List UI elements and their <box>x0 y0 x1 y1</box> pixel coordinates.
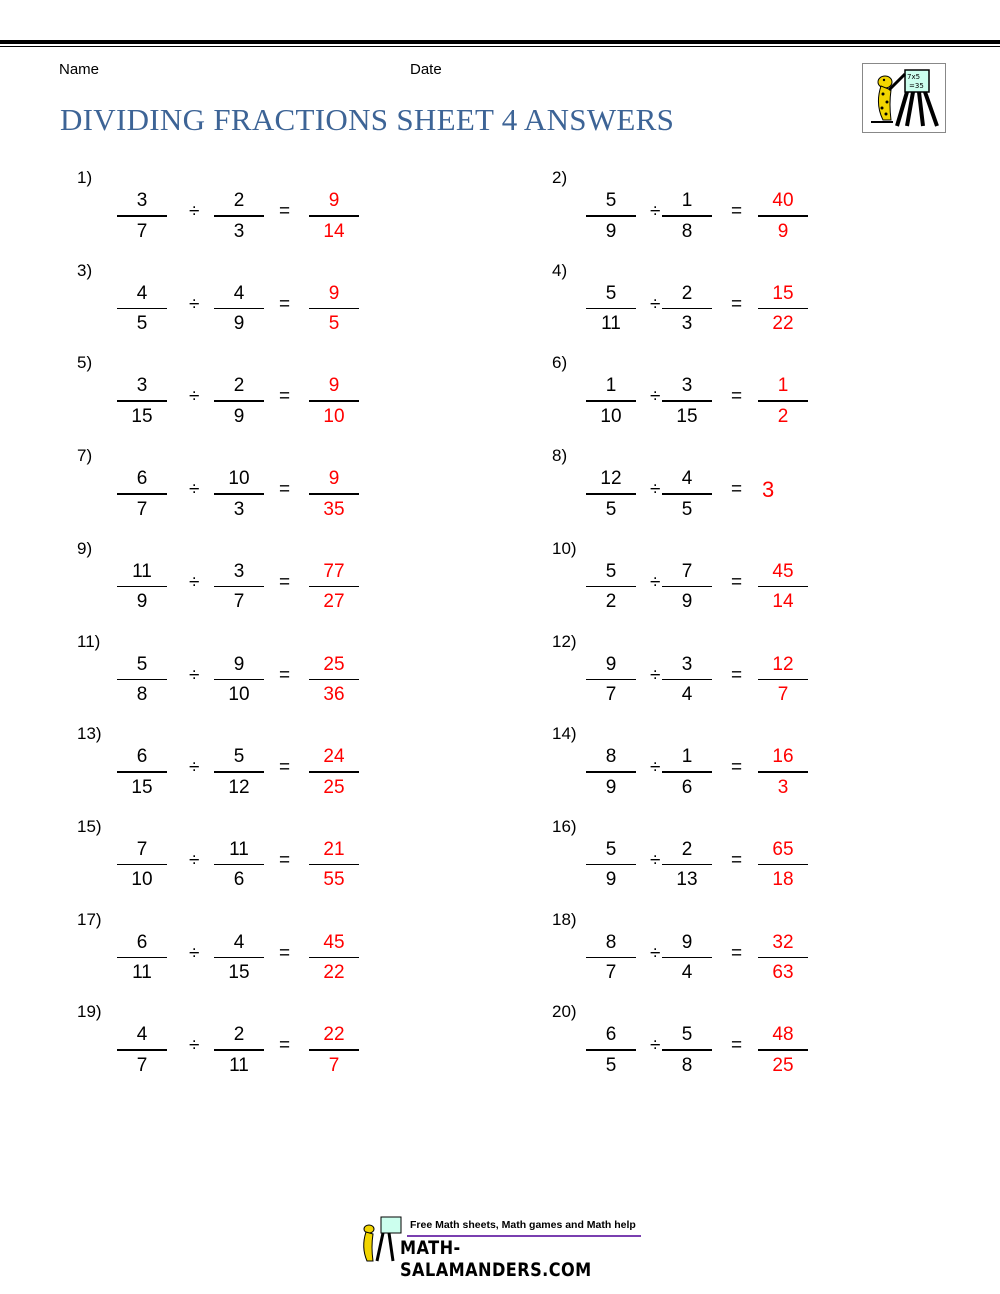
divisor-fraction <box>662 835 712 895</box>
divisor-fraction <box>662 186 712 246</box>
problem-number: 11) <box>77 631 101 651</box>
date-label: Date <box>410 61 442 78</box>
dividend-fraction <box>586 186 636 246</box>
numerator: 45 <box>323 931 345 953</box>
dividend-fraction <box>117 186 167 246</box>
equals-sign: = <box>731 571 743 593</box>
numerator: 12 <box>772 653 794 675</box>
equals-sign: = <box>731 849 743 871</box>
denominator: 12 <box>228 776 250 798</box>
divide-sign: ÷ <box>189 571 200 593</box>
answer-fraction <box>309 835 359 895</box>
equals-sign: = <box>731 664 743 686</box>
equals-sign: = <box>731 293 743 315</box>
denominator: 3 <box>681 313 693 335</box>
denominator: 11 <box>601 313 621 335</box>
numerator: 4 <box>136 1024 148 1046</box>
answer-fraction <box>758 371 808 431</box>
svg-text:7x5: 7x5 <box>907 73 921 81</box>
numerator: 12 <box>600 468 622 490</box>
denominator: 5 <box>328 313 340 335</box>
numerator: 1 <box>777 375 789 397</box>
footer-logo <box>355 1215 645 1281</box>
divide-sign: ÷ <box>650 1035 661 1057</box>
divisor-fraction <box>214 279 264 339</box>
dividend-fraction <box>586 1020 636 1080</box>
denominator: 7 <box>233 591 245 613</box>
numerator: 1 <box>681 746 693 768</box>
top-rule <box>0 40 1000 44</box>
divisor-fraction <box>662 742 712 802</box>
footer-tagline: Free Math sheets, Math games and Math help <box>410 1219 636 1231</box>
denominator: 7 <box>136 498 148 520</box>
denominator: 2 <box>605 591 617 613</box>
dividend-fraction <box>117 650 167 710</box>
divide-sign: ÷ <box>189 293 200 315</box>
problem-number: 9) <box>77 538 93 558</box>
numerator: 6 <box>605 1024 617 1046</box>
equals-sign: = <box>279 479 291 501</box>
problem-number: 19) <box>77 1002 102 1022</box>
problem-5 <box>77 353 497 445</box>
answer-fraction <box>758 186 808 246</box>
problem-19 <box>77 1002 497 1094</box>
dividend-fraction <box>586 650 636 710</box>
denominator: 9 <box>605 220 617 242</box>
numerator: 45 <box>772 560 794 582</box>
problem-8 <box>552 446 972 538</box>
divisor-fraction <box>662 928 712 988</box>
denominator: 5 <box>136 313 148 335</box>
denominator: 25 <box>323 776 345 798</box>
denominator: 63 <box>772 962 794 984</box>
numerator: 4 <box>681 468 693 490</box>
numerator: 5 <box>681 1024 693 1046</box>
problem-number: 6) <box>552 353 568 373</box>
dividend-fraction <box>117 928 167 988</box>
denominator: 9 <box>777 220 789 242</box>
equals-sign: = <box>731 942 743 964</box>
denominator: 5 <box>605 1054 617 1076</box>
denominator: 11 <box>132 962 152 984</box>
numerator: 2 <box>233 375 245 397</box>
problem-11 <box>77 632 497 724</box>
problem-7 <box>77 446 497 538</box>
divisor-fraction <box>214 186 264 246</box>
salamander-teacher-icon <box>863 64 945 132</box>
dividend-fraction <box>117 464 167 524</box>
numerator: 5 <box>136 653 148 675</box>
numerator: 1 <box>605 375 617 397</box>
answer-fraction <box>309 464 359 524</box>
answer-fraction <box>309 371 359 431</box>
dividend-fraction <box>586 371 636 431</box>
equals-sign: = <box>279 664 291 686</box>
numerator: 3 <box>233 560 245 582</box>
problem-number: 14) <box>552 724 577 744</box>
divide-sign: ÷ <box>189 849 200 871</box>
problem-14 <box>552 724 972 816</box>
denominator: 14 <box>772 591 794 613</box>
denominator: 13 <box>676 869 698 891</box>
dividend-fraction <box>117 1020 167 1080</box>
divisor-fraction <box>662 464 712 524</box>
denominator: 36 <box>323 684 345 705</box>
numerator: 4 <box>233 282 245 304</box>
denominator: 4 <box>681 962 693 984</box>
equals-sign: = <box>731 479 743 501</box>
numerator: 5 <box>605 282 617 304</box>
divisor-fraction <box>214 650 264 710</box>
answer-fraction <box>758 742 808 802</box>
answer-fraction <box>758 279 808 339</box>
equals-sign: = <box>279 571 291 593</box>
denominator: 15 <box>131 776 153 798</box>
denominator: 6 <box>233 869 245 891</box>
divide-sign: ÷ <box>189 201 200 222</box>
divide-sign: ÷ <box>189 479 200 501</box>
divisor-fraction <box>214 835 264 895</box>
divide-sign: ÷ <box>650 201 661 222</box>
numerator: 77 <box>323 560 345 582</box>
numerator: 6 <box>136 931 148 953</box>
numerator: 3 <box>136 375 148 397</box>
answer-fraction <box>309 928 359 988</box>
numerator: 9 <box>233 653 245 675</box>
answer-fraction <box>758 928 808 988</box>
equals-sign: = <box>731 386 743 408</box>
problem-number: 1) <box>77 168 93 187</box>
salamander-icon <box>355 1215 405 1265</box>
numerator: 2 <box>681 838 693 860</box>
numerator: 10 <box>228 468 250 490</box>
salamander-logo <box>862 63 946 133</box>
denominator: 8 <box>681 220 693 242</box>
answer-fraction <box>758 557 808 617</box>
divisor-fraction <box>662 1020 712 1080</box>
numerator: 24 <box>323 746 345 768</box>
denominator: 27 <box>323 591 345 613</box>
dividend-fraction <box>117 279 167 339</box>
numerator: 25 <box>323 653 345 675</box>
dividend-fraction <box>586 557 636 617</box>
divide-sign: ÷ <box>650 386 661 408</box>
numerator: 9 <box>605 653 617 675</box>
denominator: 7 <box>605 684 617 705</box>
dividend-fraction <box>117 835 167 895</box>
denominator: 8 <box>136 684 148 705</box>
answer-fraction <box>758 835 808 895</box>
problem-number: 4) <box>552 260 568 280</box>
answer-fraction <box>309 650 359 710</box>
divisor-fraction <box>662 557 712 617</box>
denominator: 3 <box>233 498 245 520</box>
divide-sign: ÷ <box>650 293 661 315</box>
numerator: 15 <box>772 282 794 304</box>
problem-number: 7) <box>77 446 93 466</box>
numerator: 16 <box>772 746 794 768</box>
answer-whole: 3 <box>762 477 775 503</box>
numerator: 5 <box>605 838 617 860</box>
footer-site: MATH-SALAMANDERS.COM <box>400 1237 592 1281</box>
numerator: 4 <box>233 931 245 953</box>
equals-sign: = <box>279 849 291 871</box>
problem-number: 20) <box>552 1002 577 1022</box>
denominator: 55 <box>323 869 345 891</box>
numerator: 2 <box>681 282 693 304</box>
problem-12 <box>552 632 972 724</box>
equals-sign: = <box>731 757 743 779</box>
divisor-fraction <box>214 464 264 524</box>
denominator: 15 <box>131 405 153 427</box>
denominator: 22 <box>772 313 794 335</box>
denominator: 4 <box>681 684 693 705</box>
divide-sign: ÷ <box>189 1035 200 1057</box>
problem-9 <box>77 539 497 631</box>
divisor-fraction <box>662 650 712 710</box>
divisor-fraction <box>662 279 712 339</box>
denominator: 25 <box>772 1054 794 1076</box>
problem-number: 17) <box>77 909 102 929</box>
denominator: 7 <box>136 220 148 242</box>
equals-sign: = <box>279 201 291 222</box>
answer-fraction <box>758 1020 808 1080</box>
divisor-fraction <box>214 557 264 617</box>
answer-fraction <box>309 557 359 617</box>
denominator: 15 <box>676 405 698 427</box>
numerator: 7 <box>136 838 148 860</box>
problem-number: 10) <box>552 538 577 558</box>
numerator: 3 <box>681 653 693 675</box>
denominator: 15 <box>228 962 250 984</box>
numerator: 21 <box>323 838 345 860</box>
divide-sign: ÷ <box>650 479 661 501</box>
denominator: 11 <box>229 1054 249 1076</box>
dividend-fraction <box>117 371 167 431</box>
problem-3 <box>77 261 497 353</box>
numerator: 32 <box>772 931 794 953</box>
numerator: 9 <box>328 375 340 397</box>
dividend-fraction <box>586 742 636 802</box>
problem-number: 15) <box>77 816 102 836</box>
answer-fraction <box>309 742 359 802</box>
divide-sign: ÷ <box>189 757 200 779</box>
problem-1 <box>77 168 497 260</box>
denominator: 6 <box>681 776 693 798</box>
equals-sign: = <box>279 942 291 964</box>
page-title: DIVIDING FRACTIONS SHEET 4 ANSWERS <box>60 102 675 137</box>
denominator: 7 <box>605 962 617 984</box>
svg-text:=35: =35 <box>909 82 924 90</box>
equals-sign: = <box>731 1035 743 1057</box>
denominator: 2 <box>777 405 789 427</box>
denominator: 35 <box>323 498 345 520</box>
denominator: 9 <box>681 591 693 613</box>
divisor-fraction <box>214 928 264 988</box>
numerator: 3 <box>681 375 693 397</box>
numerator: 9 <box>328 190 340 211</box>
numerator: 6 <box>136 468 148 490</box>
problem-6 <box>552 353 972 445</box>
equals-sign: = <box>279 757 291 779</box>
numerator: 5 <box>233 746 245 768</box>
denominator: 14 <box>323 220 345 242</box>
answer-fraction <box>309 1020 359 1080</box>
denominator: 7 <box>777 684 789 705</box>
numerator: 9 <box>328 468 340 490</box>
numerator: 40 <box>772 190 794 211</box>
problem-13 <box>77 724 497 816</box>
problem-number: 5) <box>77 353 93 373</box>
numerator: 22 <box>323 1024 345 1046</box>
divide-sign: ÷ <box>650 942 661 964</box>
top-rule-thin <box>0 46 1000 47</box>
answer-fraction <box>758 650 808 710</box>
numerator: 2 <box>233 190 245 211</box>
divisor-fraction <box>214 371 264 431</box>
numerator: 65 <box>772 838 794 860</box>
numerator: 6 <box>136 746 148 768</box>
denominator: 18 <box>772 869 794 891</box>
problem-15 <box>77 817 497 909</box>
numerator: 11 <box>229 838 249 860</box>
problem-2 <box>552 168 972 260</box>
problem-number: 3) <box>77 260 93 280</box>
problem-number: 13) <box>77 724 102 744</box>
numerator: 5 <box>605 560 617 582</box>
divisor-fraction <box>662 371 712 431</box>
divisor-fraction <box>214 1020 264 1080</box>
denominator: 3 <box>777 776 789 798</box>
denominator: 5 <box>605 498 617 520</box>
numerator: 2 <box>233 1024 245 1046</box>
name-label: Name <box>59 61 100 78</box>
denominator: 9 <box>605 776 617 798</box>
numerator: 7 <box>681 560 693 582</box>
numerator: 9 <box>681 931 693 953</box>
problem-number: 8) <box>552 446 568 466</box>
problem-number: 18) <box>552 909 577 929</box>
problem-10 <box>552 539 972 631</box>
divisor-fraction <box>214 742 264 802</box>
equals-sign: = <box>731 201 743 222</box>
divide-sign: ÷ <box>189 664 200 686</box>
denominator: 10 <box>131 869 153 891</box>
dividend-fraction <box>586 928 636 988</box>
answer-fraction <box>309 279 359 339</box>
equals-sign: = <box>279 386 291 408</box>
divide-sign: ÷ <box>650 849 661 871</box>
divide-sign: ÷ <box>189 942 200 964</box>
denominator: 9 <box>233 405 245 427</box>
denominator: 10 <box>323 405 345 427</box>
numerator: 48 <box>772 1024 794 1046</box>
denominator: 5 <box>681 498 693 520</box>
problem-20 <box>552 1002 972 1094</box>
denominator: 7 <box>136 1054 148 1076</box>
problem-number: 16) <box>552 816 577 836</box>
divide-sign: ÷ <box>650 757 661 779</box>
denominator: 9 <box>233 313 245 335</box>
denominator: 7 <box>328 1054 340 1076</box>
dividend-fraction <box>586 279 636 339</box>
denominator: 10 <box>600 405 622 427</box>
numerator: 8 <box>605 746 617 768</box>
numerator: 5 <box>605 190 617 211</box>
equals-sign: = <box>279 1035 291 1057</box>
divide-sign: ÷ <box>650 664 661 686</box>
numerator: 1 <box>681 190 693 211</box>
dividend-fraction <box>586 835 636 895</box>
problem-18 <box>552 910 972 1002</box>
denominator: 8 <box>681 1054 693 1076</box>
denominator: 10 <box>228 684 250 705</box>
numerator: 11 <box>132 560 152 582</box>
equals-sign: = <box>279 293 291 315</box>
problem-4 <box>552 261 972 353</box>
numerator: 9 <box>328 282 340 304</box>
divide-sign: ÷ <box>650 571 661 593</box>
numerator: 3 <box>136 190 148 211</box>
denominator: 22 <box>323 962 345 984</box>
denominator: 3 <box>233 220 245 242</box>
divide-sign: ÷ <box>189 386 200 408</box>
problem-number: 2) <box>552 168 568 187</box>
dividend-fraction <box>117 557 167 617</box>
problem-17 <box>77 910 497 1002</box>
numerator: 4 <box>136 282 148 304</box>
problem-number: 12) <box>552 631 577 651</box>
denominator: 9 <box>605 869 617 891</box>
answer-fraction <box>309 186 359 246</box>
problem-16 <box>552 817 972 909</box>
denominator: 9 <box>136 591 148 613</box>
numerator: 8 <box>605 931 617 953</box>
dividend-fraction <box>586 464 636 524</box>
dividend-fraction <box>117 742 167 802</box>
